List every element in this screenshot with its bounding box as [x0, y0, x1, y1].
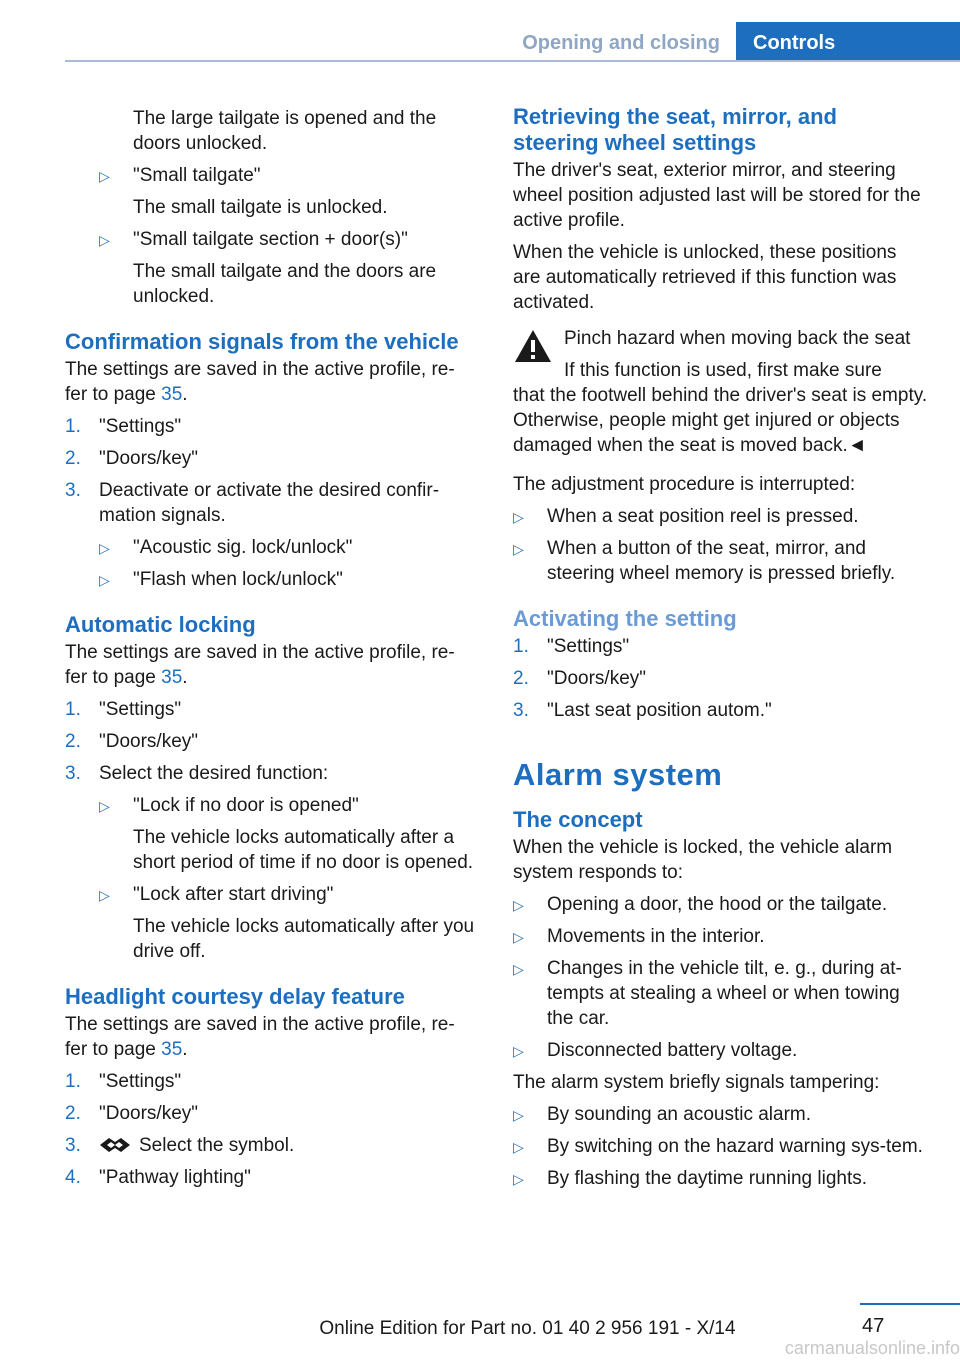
bullet-icon: ▷ [513, 541, 524, 557]
list-item: ▷ Opening a door, the hood or the tailgate. [513, 892, 928, 917]
list-item: 2. "Doors/key" [65, 731, 199, 752]
list-item: 3. "Last seat position autom." [513, 700, 772, 721]
list-item: ▷ When a seat position reel is pressed. [513, 504, 928, 529]
list-item: ▷ "Small tailgate" The small tailgate is unlocked. [99, 165, 388, 218]
header-chapter-tab: Controls [736, 22, 960, 62]
auto-lock-text: The settings are saved in the active profile, re-fer to page 35. [65, 642, 455, 688]
bullet-icon: ▷ [513, 1139, 524, 1155]
retrieve-p2: When the vehicle is unlocked, these positions are automatically retrieved if this function was activated. [513, 242, 897, 313]
list-item: ▷ Changes in the vehicle tilt, e. g., during at-tempts at stealing a wheel or when towing the car. [513, 958, 902, 1029]
auto-lock-sub-list [99, 793, 475, 964]
list-item: 2. "Doors/key" [513, 668, 647, 689]
bullet-icon: ▷ [513, 1043, 524, 1059]
bullet-icon: ▷ [513, 961, 524, 977]
list-item: ▷ Movements in the interior. [513, 924, 928, 949]
bullet-icon: ▷ [99, 168, 110, 184]
list-item: 1. "Settings" [65, 416, 182, 437]
interrupt-list [513, 504, 928, 586]
signals-list [513, 1102, 928, 1191]
page-number: 47 [862, 1315, 885, 1337]
list-item: ▷ "Lock if no door is opened" The vehicle locks automatically after a short period of time if no door is opened. [99, 795, 474, 873]
list-item: ▷ "Acoustic sig. lock/unlock" [99, 535, 475, 560]
bullet-icon: ▷ [513, 897, 524, 913]
concept-text: When the vehicle is locked, the vehicle alarm system responds to: [513, 837, 893, 883]
activating-steps [513, 634, 928, 723]
list-item: 2. "Doors/key" [65, 1103, 199, 1124]
right-column [513, 100, 928, 1198]
chevron-symbol-icon [99, 1137, 131, 1153]
edition-text: Online Edition for Part no. 01 40 2 956 191 - X/14 [319, 1318, 736, 1339]
headlight-steps [65, 1069, 475, 1190]
headlight-text: The settings are saved in the active profile, re-fer to page 35. [65, 1014, 455, 1060]
auto-lock-steps [65, 697, 475, 964]
bullet-icon: ▷ [99, 232, 110, 248]
list-item: 1. "Settings" [513, 636, 630, 657]
interrupt-text: The adjustment procedure is interrupted: [513, 474, 856, 495]
list-item: ▷ "Small tailgate section + door(s)" The small tailgate and the doors are unlocked. [99, 229, 437, 307]
intro-list [65, 163, 475, 309]
confirmation-steps [65, 414, 475, 592]
list-item: 2. "Doors/key" [65, 448, 199, 469]
page-link[interactable]: 35 [161, 1039, 183, 1060]
list-item: ▷ By switching on the hazard warning sys-tem. [513, 1134, 928, 1159]
bullet-icon: ▷ [513, 1107, 524, 1123]
headlight-heading: Headlight courtesy delay feature [65, 984, 405, 1009]
activating-heading: Activating the setting [513, 606, 737, 631]
header-rule [65, 60, 960, 62]
bullet-icon: ▷ [99, 540, 110, 556]
warning-title: Pinch hazard when moving back the seat [564, 328, 911, 349]
watermark: carmanualsonline.info [784, 1338, 960, 1358]
list-item: ▷ "Lock after start driving" The vehicle locks automatically after you drive off. [99, 884, 475, 962]
list-item: 3. Select the symbol. [65, 1135, 295, 1156]
retrieve-heading: Retrieving the seat, mirror, and steering wheel settings [513, 104, 837, 155]
header-section-title: Opening and closing [522, 32, 720, 54]
responds-list [513, 892, 928, 1063]
signals-text: The alarm system briefly signals tampering: [513, 1072, 880, 1093]
bullet-icon: ▷ [513, 929, 524, 945]
bullet-icon: ▷ [513, 509, 524, 525]
intro-continuation: The large tailgate is opened and the doors unlocked. [133, 108, 437, 154]
page-link[interactable]: 35 [161, 384, 183, 405]
list-item: ▷ Disconnected battery voltage. [513, 1038, 928, 1063]
bullet-icon: ▷ [99, 887, 110, 903]
alarm-heading: Alarm system [513, 757, 723, 792]
concept-heading: The concept [513, 807, 643, 832]
list-item: 4. "Pathway lighting" [65, 1167, 251, 1188]
list-item: 3. Deactivate or activate the desired confir-mation signals. ▷ "Acoustic sig. lock/unlock" ▷ "Flash when lock/unlock" [65, 478, 475, 592]
warning-box [513, 322, 928, 458]
footer-rule [860, 1303, 960, 1305]
list-item: ▷ By sounding an acoustic alarm. [513, 1102, 928, 1127]
confirmation-heading: Confirmation signals from the vehicle [65, 329, 459, 354]
bullet-icon: ▷ [99, 798, 110, 814]
list-item: 1. "Settings" [65, 699, 182, 720]
list-item: ▷ When a button of the seat, mirror, and steering wheel memory is pressed briefly. [513, 538, 896, 584]
confirmation-text: The settings are saved in the active profile, re-fer to page 35. [65, 359, 455, 405]
warning-triangle-icon [513, 328, 553, 364]
list-item: 1. "Settings" [65, 1071, 182, 1092]
warning-text: that the footwell behind the driver's seat is empty. Otherwise, people might get injured or objects damaged when the seat is moved back.◄ [513, 385, 928, 456]
list-item: ▷ By flashing the daytime running lights. [513, 1166, 928, 1191]
warning-text-line: If this function is used, first make sure [564, 360, 882, 381]
list-item: 3. Select the desired function: ▷ "Lock if no door is opened" The vehicle locks automatically after a short period of time if no door is opened. ▷ "Lock after start driving" The vehicle locks automatically after you drive off. [65, 763, 475, 962]
page-link[interactable]: 35 [161, 667, 183, 688]
confirmation-sub-list [99, 535, 475, 592]
auto-lock-heading: Automatic locking [65, 612, 256, 637]
bullet-icon: ▷ [513, 1171, 524, 1187]
retrieve-p1: The driver's seat, exterior mirror, and steering wheel position adjusted last will be stored for the active profile. [513, 160, 921, 231]
list-item: ▷ "Flash when lock/unlock" [99, 567, 475, 592]
left-column [65, 100, 475, 1197]
bullet-icon: ▷ [99, 572, 110, 588]
